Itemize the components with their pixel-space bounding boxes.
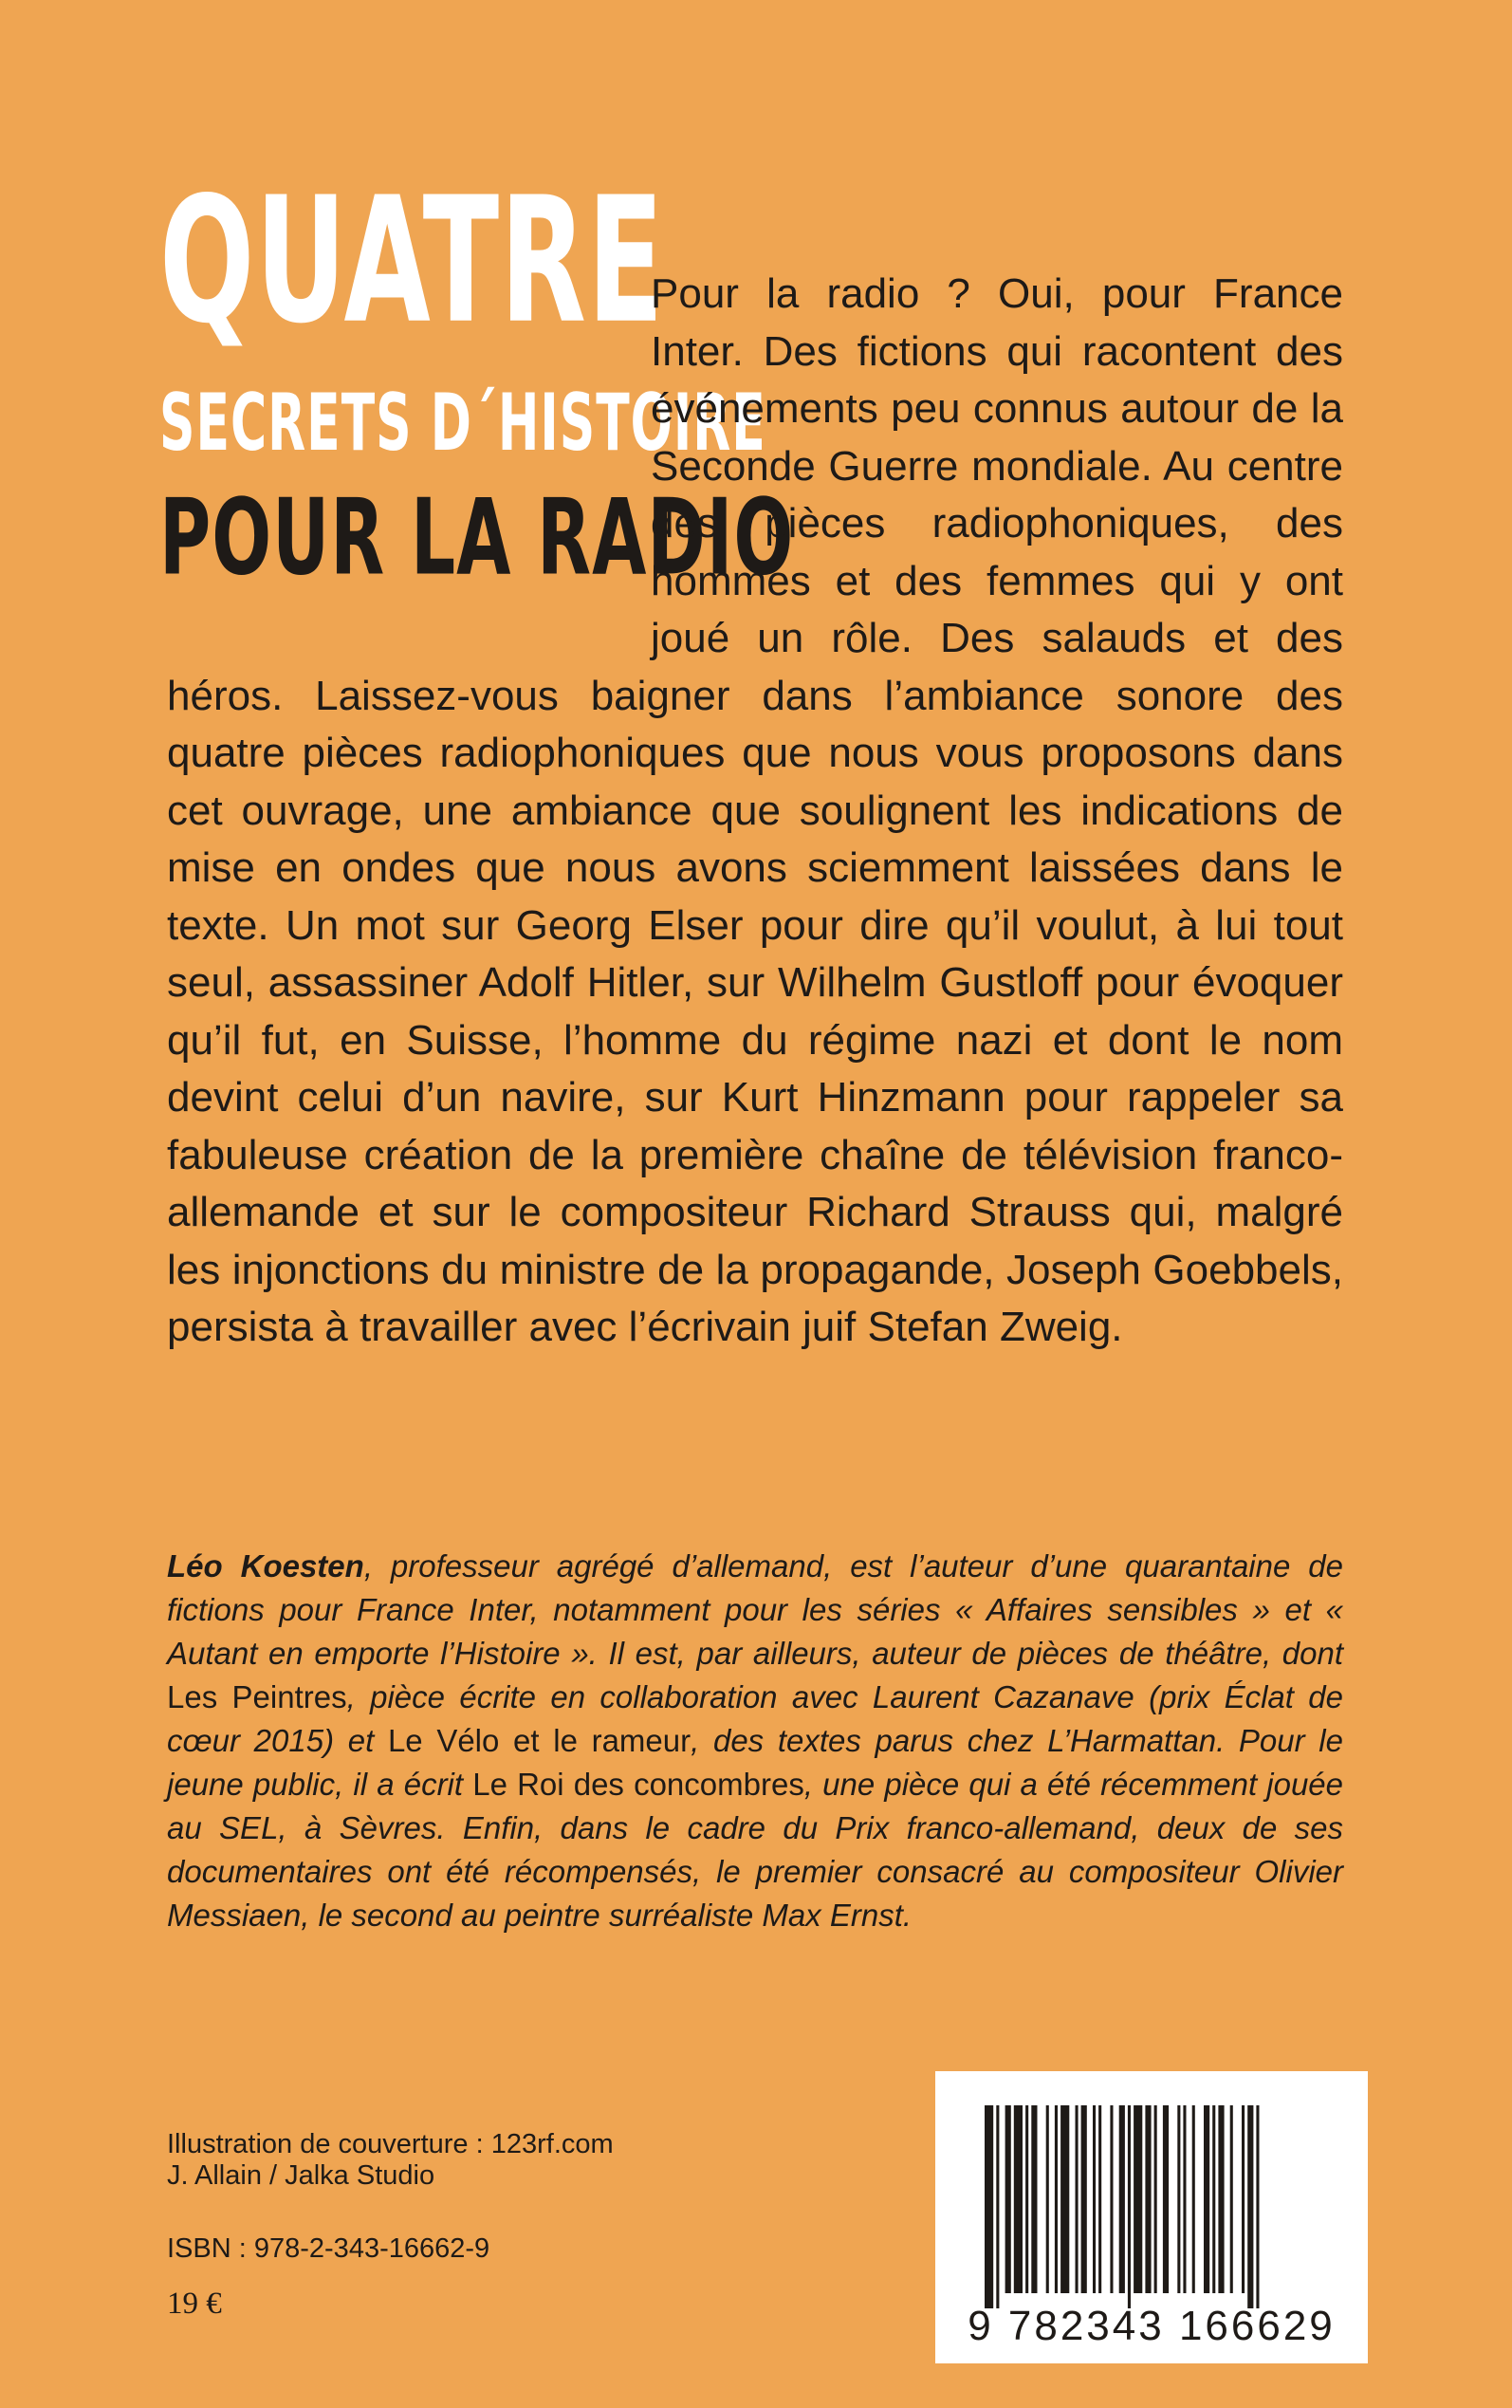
author-name: Léo Koesten [167, 1548, 364, 1584]
barcode-number: 9 782343 166629 [968, 2303, 1336, 2349]
barcode-bar [985, 2105, 993, 2308]
title-wrap-spacer [167, 266, 651, 638]
barcode-bar [1192, 2105, 1195, 2293]
barcode-bar [1247, 2105, 1253, 2308]
credit-line-2: J. Allain / Jalka Studio [167, 2160, 435, 2191]
barcode-bar [1060, 2105, 1069, 2293]
title-line-3: POUR LA RADIO [159, 476, 795, 600]
barcode-bar [1025, 2105, 1028, 2293]
bio-text-1: , professeur agrégé d’allemand, est l’auteur d’une quarantaine de fictions pour France Inter, notamment pour les séries « Affaires sensibles » et « Autant en emporte l’Histoire ». Il est, par ailleurs, auteur de pièces de théâtre, dont [167, 1548, 1343, 1671]
barcode-bar [1031, 2105, 1037, 2293]
barcode-bar [1076, 2105, 1079, 2293]
barcode-bar [1145, 2105, 1151, 2293]
barcode-bar [1093, 2105, 1096, 2293]
title-line-2: SECRETS D´HISTOIRE [159, 378, 766, 470]
barcode-bar [1055, 2105, 1058, 2293]
bio-text-2: , pièce écrite en collaboration avec Laurent Cazanave (prix Éclat de cœur 2015) et [167, 1679, 1343, 1758]
intro-paragraph: Pour la radio ? Oui, pour France Inter. Des fictions qui racontent des événements peu connus autour de la Seconde Guerre mondiale. Au centre des pièces radiophoniques, des hommes et des femmes qui y ont joué un rôle. Des salauds et des héros. Laissez-vous baigner dans l’ambiance sonore des quatre pièces radiophoniques que nous vous proposons dans cet ouvrage, une ambiance que soulignent les indications de mise en ondes que nous avons sciemment laissées dans le texte. Un mot sur Georg Elser pour dire qu’il voulut, à lui tout seul, assassiner Adolf Hitler, sur Wilhelm Gustloff pour évoquer qu’il fut, en Suisse, l’homme du régime nazi et dont le nom devint celui d’un navire, sur Kurt Hinzmann pour rappeler sa fabuleuse création de la première chaîne de télévision franco-allemande et sur le compositeur Richard Strauss qui, malgré les injonctions du ministre de la propagande, Joseph Goebbels, persista à travailler avec l’écrivain juif Stefan Zweig. [167, 270, 1343, 1350]
barcode-bar [1098, 2105, 1101, 2293]
price-text: 19 € [167, 2287, 222, 2321]
barcode-bar [1134, 2105, 1142, 2293]
author-bio [167, 1545, 1343, 1937]
barcode-bar [1014, 2105, 1023, 2293]
barcode-panel [935, 2071, 1368, 2363]
bio-work-2: Le Vélo et le rameur [387, 1723, 691, 1758]
bio-work-1: Les Peintres [167, 1679, 347, 1714]
title-line-1: QUATRE [159, 158, 665, 362]
cover-credits [167, 2129, 614, 2192]
barcode-bar [1128, 2105, 1131, 2308]
barcode-bar [1110, 2105, 1113, 2293]
barcode-bar [1163, 2105, 1169, 2293]
barcode-bar [1242, 2105, 1245, 2293]
bio-text-3: , des textes parus chez L’Harmattan. Pour le jeune public, il a écrit [167, 1723, 1343, 1802]
barcode-bar [1218, 2105, 1224, 2293]
barcode-bar [1154, 2105, 1157, 2293]
barcode-bar [1256, 2105, 1259, 2308]
bio-work-3: Le Roi des concombres [472, 1767, 804, 1802]
barcode-bar [1119, 2105, 1125, 2293]
barcode-bar [996, 2105, 999, 2308]
barcode-bar [1046, 2105, 1049, 2293]
barcode-bar [1005, 2105, 1011, 2293]
barcode-bar [1204, 2105, 1209, 2293]
intro-text-block [167, 266, 1343, 1357]
isbn-text: ISBN : 978-2-343-16662-9 [167, 2233, 490, 2264]
barcode-bar [1177, 2105, 1180, 2293]
barcode-bar [1081, 2105, 1087, 2293]
barcode-bar [1212, 2105, 1215, 2293]
barcode-bar [1230, 2105, 1233, 2293]
barcode-bar [1183, 2105, 1186, 2293]
bio-text-4: , une pièce qui a été récemment jouée au SEL, à Sèvres. Enfin, dans le cadre du Prix franco-allemand, deux de ses documentaires ont été récompensés, le premier consacré au compositeur Olivier Messiaen, le second au peintre surréaliste Max Ernst. [167, 1767, 1344, 1933]
credit-line-1: Illustration de couverture : 123rf.com [167, 2129, 614, 2159]
